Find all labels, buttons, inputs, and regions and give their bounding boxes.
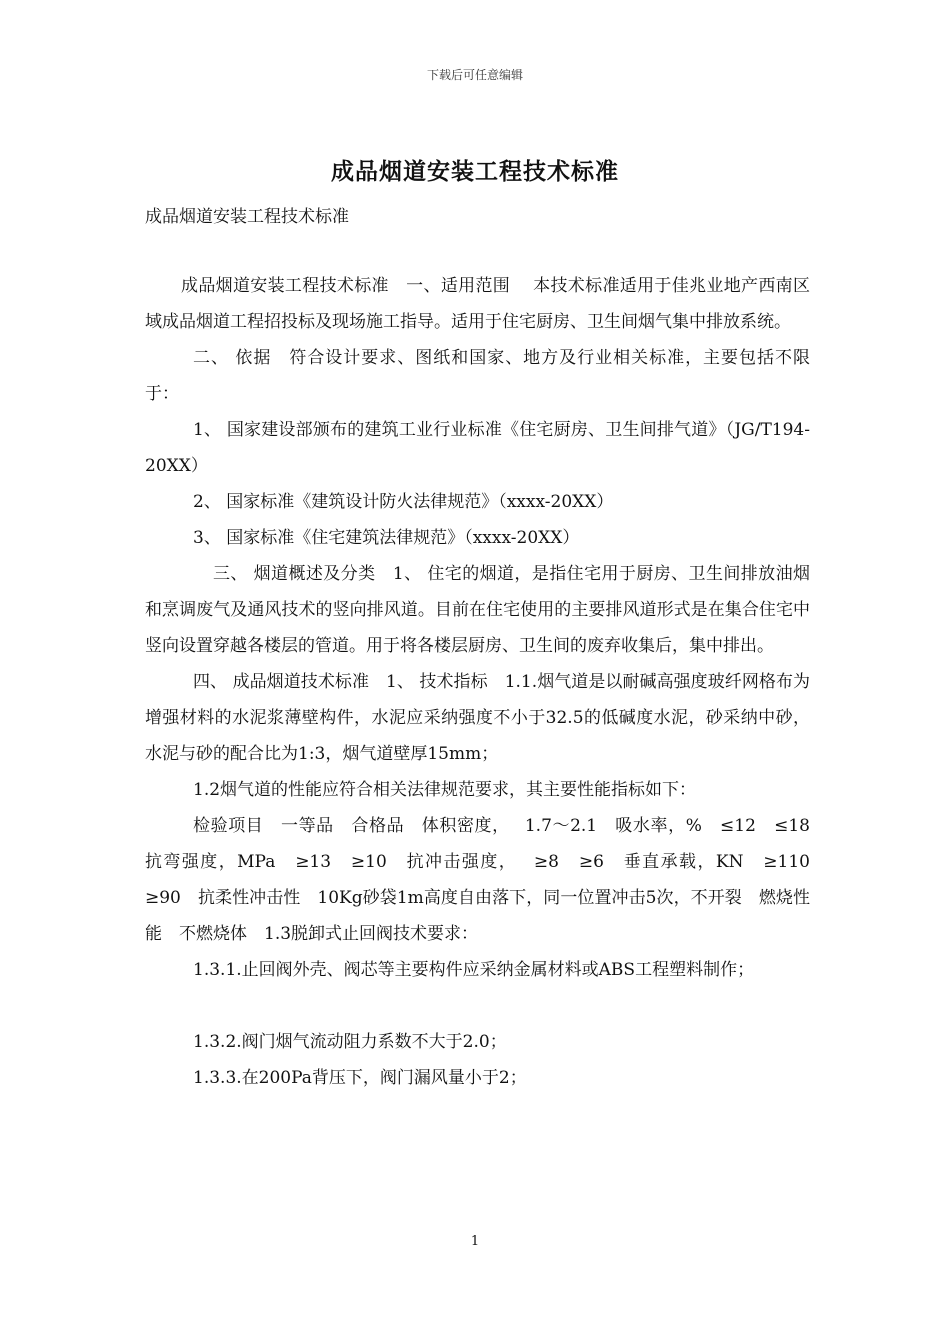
- paragraph-test-items: 检验项目 一等品 合格品 体积密度， 1.7～2.1 吸水率，% ≤12 ≤18 抗弯强度，MPa ≥13 ≥10 抗冲击强度， ≥8 ≥6 垂直承载，KN ≥110 ≥90 抗柔性冲击性 10Kg砂袋1m高度自由落下，同一位置冲击5次，不开裂 燃烧性能 不燃烧体 1.3脱卸式止回阀技术要求：: [145, 816, 827, 944]
- paragraph-standard-3: 3、 国家标准《住宅建筑法律规范》（xxxx-20XX）: [193, 528, 580, 548]
- paragraph-overview: 三、 烟道概述及分类 1、 住宅的烟道，是指住宅用于厨房、卫生间排放油烟和烹调废气及通风技术的竖向排风道。目前在住宅使用的主要排风道形式是在集合住宅中竖向设置穿越各楼层的管道。用于将各楼层厨房、卫生间的废弃收集后，集中排出。: [145, 564, 810, 656]
- paragraph-scope: 成品烟道安装工程技术标准 一、适用范围 本技术标准适用于佳兆业地产西南区域成品烟道工程招投标及现场施工指导。适用于住宅厨房、卫生间烟气集中排放系统。: [145, 276, 810, 332]
- paragraph-1-3-2: 1.3.2.阀门烟气流动阻力系数不大于2.0；: [193, 1032, 507, 1052]
- paragraph-basis: 二、 依据 符合设计要求、图纸和国家、地方及行业相关标准，主要包括不限于：: [145, 348, 810, 404]
- document-subtitle: 成品烟道安装工程技术标准: [145, 207, 349, 227]
- document-title: 成品烟道安装工程技术标准: [331, 158, 619, 185]
- spacer: [145, 988, 810, 1024]
- page-number: 1: [470, 1234, 480, 1249]
- paragraph-1-3-3: 1.3.3.在200Pa背压下，阀门漏风量小于2；: [193, 1068, 527, 1088]
- page-header-note: 下载后可任意编辑: [426, 68, 523, 82]
- paragraph-standard-2: 2、 国家标准《建筑设计防火法律规范》（xxxx-20XX）: [193, 492, 614, 512]
- document-body: [145, 268, 827, 1096]
- paragraph-performance: 1.2烟气道的性能应符合相关法律规范要求，其主要性能指标如下：: [193, 780, 697, 800]
- paragraph-1-3-1: 1.3.1.止回阀外壳、阀芯等主要构件应采纳金属材料或ABS工程塑料制作；: [193, 960, 755, 980]
- paragraph-technical-standard: 四、 成品烟道技术标准 1、 技术指标 1.1.烟气道是以耐碱高强度玻纤网格布为增强材料的水泥浆薄壁构件，水泥应采纳强度不小于32.5的低碱度水泥，砂采纳中砂，水泥与砂的配合比为1:3，烟气道壁厚15mm；: [145, 672, 810, 764]
- paragraph-standard-1: 1、 国家建设部颁布的建筑工业行业标准《住宅厨房、卫生间排气道》（JG/T194-20XX）: [145, 420, 810, 476]
